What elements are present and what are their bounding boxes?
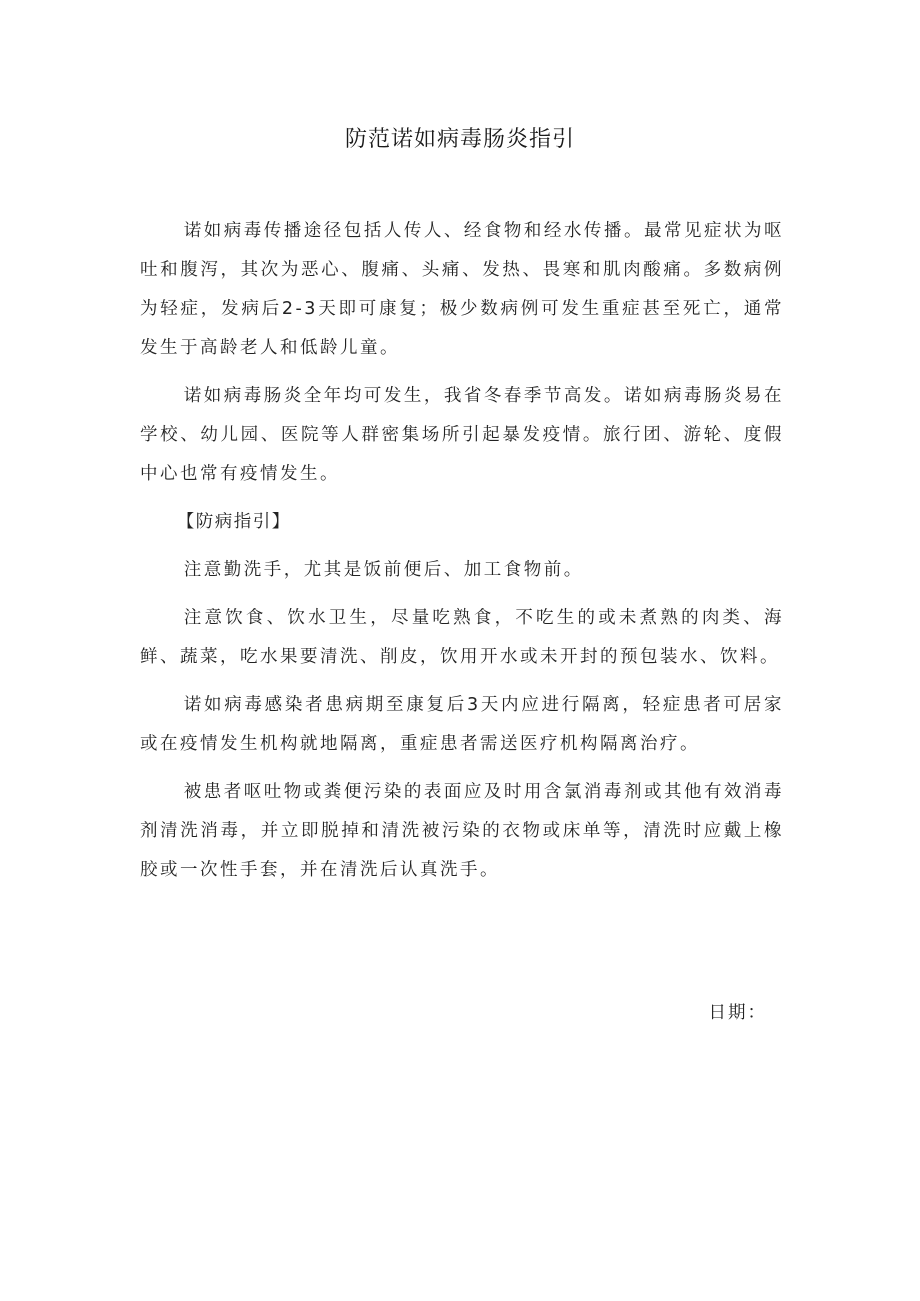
guide-item-2: 注意饮食、饮水卫生，尽量吃熟食，不吃生的或未煮熟的肉类、海鲜、蔬菜，吃水果要清洗、削皮，饮用开水或未开封的预包装水、饮料。 <box>140 608 784 667</box>
guide-item-3: 诺如病毒感染者患病期至康复后3天内应进行隔离，轻症患者可居家或在疫情发生机构就地隔离，重症患者需送医疗机构隔离治疗。 <box>140 695 784 754</box>
document-title: 防范诺如病毒肠炎指引 <box>344 127 575 152</box>
guide-item-1: 注意勤洗手，尤其是饭前便后、加工食物前。 <box>183 560 584 580</box>
date-label: 日期： <box>708 1003 767 1023</box>
intro-paragraph-1: 诺如病毒传播途径包括人传人、经食物和经水传播。最常见症状为呕吐和腹泻，其次为恶心、腹痛、头痛、发热、畏寒和肌肉酸痛。多数病例为轻症，发病后2-3天即可康复；极少数病例可发生重症甚至死亡，通常发生于高龄老人和低龄儿童。 <box>140 221 784 358</box>
document-body <box>140 212 784 899</box>
guide-heading: 【防病指引】 <box>176 512 291 532</box>
guide-item-4: 被患者呕吐物或粪便污染的表面应及时用含氯消毒剂或其他有效消毒剂清洗消毒，并立即脱掉和清洗被污染的衣物或床单等，清洗时应戴上橡胶或一次性手套，并在清洗后认真洗手。 <box>140 782 784 880</box>
intro-paragraph-2: 诺如病毒肠炎全年均可发生，我省冬春季节高发。诺如病毒肠炎易在学校、幼儿园、医院等人群密集场所引起暴发疫情。旅行团、游轮、度假中心也常有疫情发生。 <box>140 386 784 484</box>
